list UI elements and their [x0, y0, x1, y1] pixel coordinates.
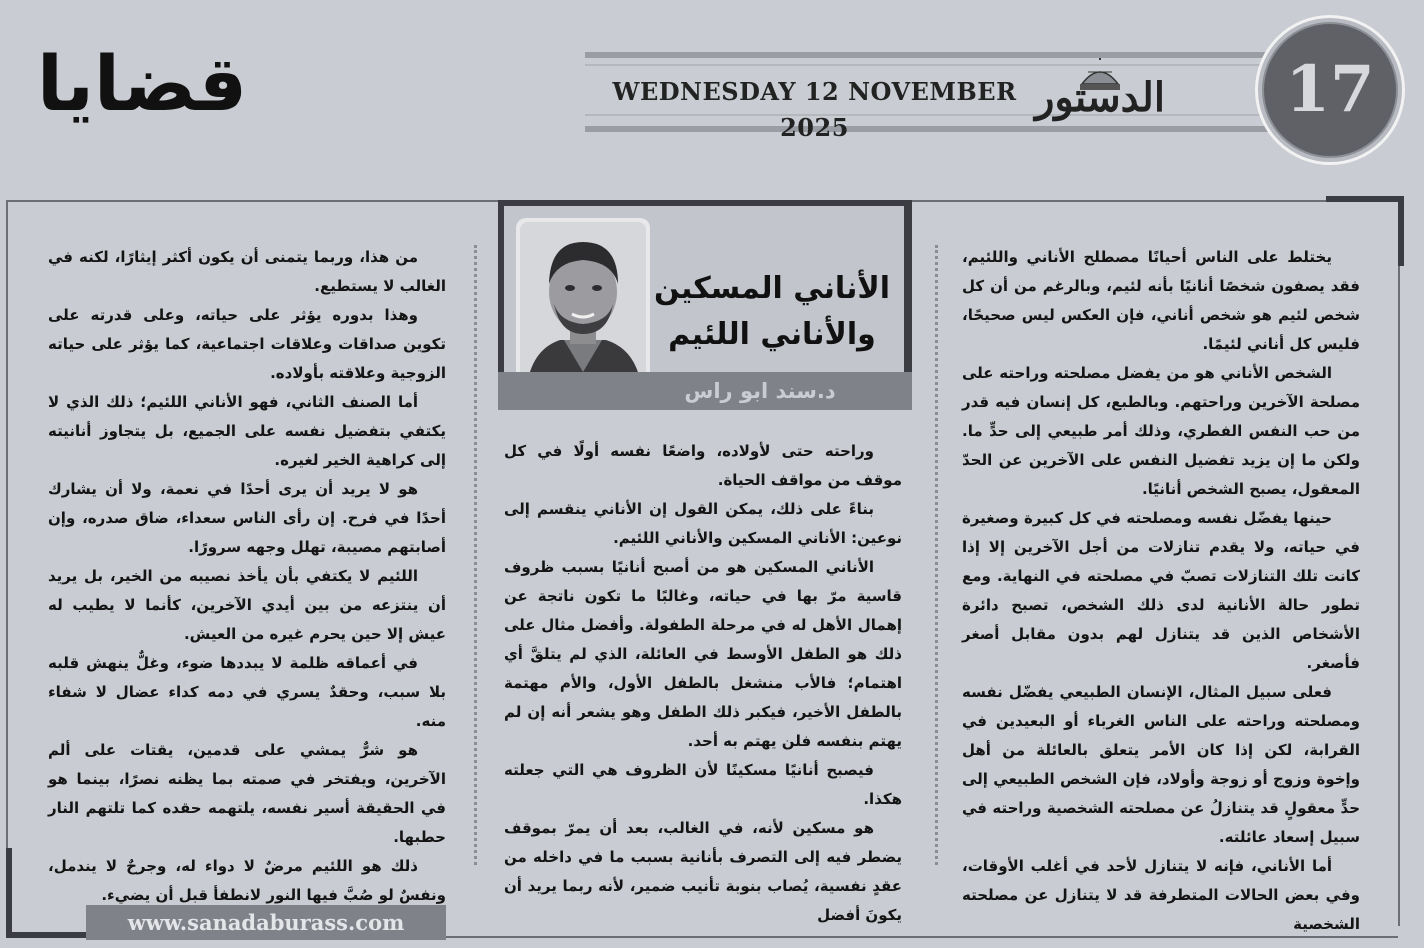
paragraph: حينها يفضّل نفسه ومصلحته في كل كبيرة وصغيرة في حياته، ولا يقدم تنازلات من أجل الآخرين إلا إذا كانت تلك التنازلات تصبّ في مصلحته في النهاية. ومع تطور حالة الأنانية لدى ذلك الشخص، تصبح دائرة الأشخاص الذين قد يتنازل لهم بدون مقابل أصغر فأصغر. [962, 509, 1360, 672]
frame-corner-top-right-v [1398, 196, 1404, 266]
section-title: قضايا [36, 39, 248, 128]
article-column-left [48, 243, 446, 904]
frame-corner-top-right-h [1326, 196, 1404, 202]
paragraph: من هذا، وربما يتمنى أن يكون أكثر إيثارًا، لكنه في الغالب لا يستطيع. [48, 248, 446, 295]
article-box-top-bar [498, 200, 912, 206]
paragraph: وهذا بدوره يؤثر على حياته، وعلى قدرته على تكوين صداقات وعلاقات اجتماعية، كما يؤثر على حياته الزوجية وعلاقته بأولاده. [48, 306, 446, 382]
paragraph: الأناني المسكين هو من أصبح أنانيًا بسبب ظروف قاسية مرّ بها في حياته، وغالبًا ما تكون ناتجة عن إهمال الأهل له في مرحلة الطفولة. وأفضل مثال على ذلك هو الطفل الأوسط في العائلة، الذي لم يتلقَّ أي اهتمام؛ فالأب منشغل بالطفل الأول، والأم مهتمة بالطفل الأخير، فيكبر ذلك الطفل وهو يشعر أنه إن لم يهتم بنفسه فلن يهتم به أحد. [504, 558, 902, 750]
portrait-photo [520, 222, 646, 392]
headline-line-2: والأناني اللئيم [668, 317, 876, 352]
logo-wordmark: الدستور [1035, 74, 1165, 121]
frame-right-border [1398, 266, 1400, 926]
frame-corner-bottom-left-h [6, 932, 86, 938]
article-headline [652, 266, 892, 362]
header-rule-top [585, 52, 1285, 58]
author-photo [520, 222, 646, 392]
header-rule-bottom [585, 126, 1285, 132]
frame-left-border [6, 200, 8, 850]
paragraph: هو لا يريد أن يرى أحدًا في نعمة، ولا أن يشارك أحدًا في فرح. إن رأى الناس سعداء، ضاق صدره، وإن أصابتهم مصيبة، تهلل وجهه سرورًا. [48, 480, 446, 556]
header-rule-top-thin [585, 64, 1275, 66]
paragraph: يختلط على الناس أحيانًا مصطلح الأناني واللئيم، فقد يصفون شخصًا أنانيًا بأنه لئيم، وبالرغم من أن كل شخص لئيم هو شخص أناني، فإن العكس ليس صحيحًا، فليس كل أناني لئيمًا. [962, 248, 1360, 353]
paragraph: هو مسكين لأنه، في الغالب، بعد أن يمرّ بموقف يضطر فيه إلى التصرف بأنانية بسبب ما في داخله من عقدٍ نفسية، يُصاب بنوبة تأنيب ضمير، لأنه ربما يريد أن يكونَ أفضل [504, 819, 902, 924]
frame-corner-bottom-left-v [6, 848, 12, 938]
paragraph: في أعماقه ظلمة لا يبددها ضوء، وغلٌّ ينهش قلبه بلا سبب، وحقدٌ يسري في دمه كداء عضال لا شفاء منه. [48, 654, 446, 730]
paragraph: الشخص الأناني هو من يفضل مصلحته وراحته على مصلحة الآخرين وراحتهم. وبالطبع، كل إنسان فيه قدر من حب النفس الفطري، وذلك أمر طبيعي إلى حدٍّ ما. ولكن ما إن يزيد تفضيل النفس على الآخرين عن الحدّ المعقول، يصبح الشخص أنانيًا. [962, 364, 1360, 498]
paragraph: أما الصنف الثاني، فهو الأناني اللئيم؛ ذلك الذي لا يكتفي بتفضيل نفسه على الجميع، بل يتجاوز أنانيته إلى كراهية الخير لغيره. [48, 393, 446, 469]
paragraph: فيصبح أنانيًا مسكينًا لأن الظروف هي التي جعلته هكذا. [504, 761, 902, 808]
header-rule-bottom-thin [585, 114, 1275, 116]
newspaper-logo[interactable] [1030, 58, 1170, 128]
page-number: 17 [1285, 52, 1375, 127]
article-column-right [962, 243, 1360, 933]
paragraph: هو شرٌّ يمشي على قدمين، يقتات على ألم الآخرين، ويفتخر في صمته بما يظنه نصرًا، بينما هو في الحقيقة أسير نفسه، يلتهمه حقده كما تلتهم النار حطبها. [48, 741, 446, 846]
paragraph: بناءً على ذلك، يمكن القول إن الأناني ينقسم إلى نوعين: الأناني المسكين والأناني اللئيم. [504, 500, 902, 547]
column-divider-right [935, 245, 938, 865]
paragraph: اللئيم لا يكتفي بأن يأخذ نصيبه من الخير، بل يريد أن ينتزعه من بين أيدي الآخرين، كأنما لا يطيب له عيش إلا حين يحرم غيره من العيش. [48, 567, 446, 643]
paragraph: ذلك هو اللئيم مرضٌ لا دواء له، وجرحٌ لا يندمل، ونفسٌ لو صُبَّ فيها النور لانطفأ قبل أن يضيء. [48, 857, 446, 904]
article-column-middle [504, 437, 902, 924]
website-link[interactable]: www.sanadaburass.com [127, 910, 405, 935]
issue-date: WEDNESDAY 12 NOVEMBER 2025 [612, 77, 1017, 142]
paragraph: فعلى سبيل المثال، الإنسان الطبيعي يفضّل نفسه ومصلحته وراحته على الناس الغرباء أو البعيدين في القرابة، لكن إذا كان الأمر يتعلق بالعائلة من أهل وإخوة وزوج أو زوجة وأولاد، فإن الشخص الطبيعي إلى حدٍّ معقولٍ قد يتنازلُ عن مصلحته الشخصية وراحته في سبيل إسعاد عائلته. [962, 683, 1360, 846]
headline-line-1: الأناني المسكين [653, 271, 891, 306]
paragraph: أما الأناني، فإنه لا يتنازل لأحد في أغلب الأوقات، وفي بعض الحالات المتطرفة قد لا يتنازل عن مصلحته الشخصية [962, 857, 1360, 933]
column-divider-left [474, 245, 477, 865]
paragraph: وراحته حتى لأولاده، واضعًا نفسه أولًا في كل موقف من مواقف الحياة. [504, 442, 902, 489]
author-name: د.سند ابو راس [684, 379, 836, 403]
